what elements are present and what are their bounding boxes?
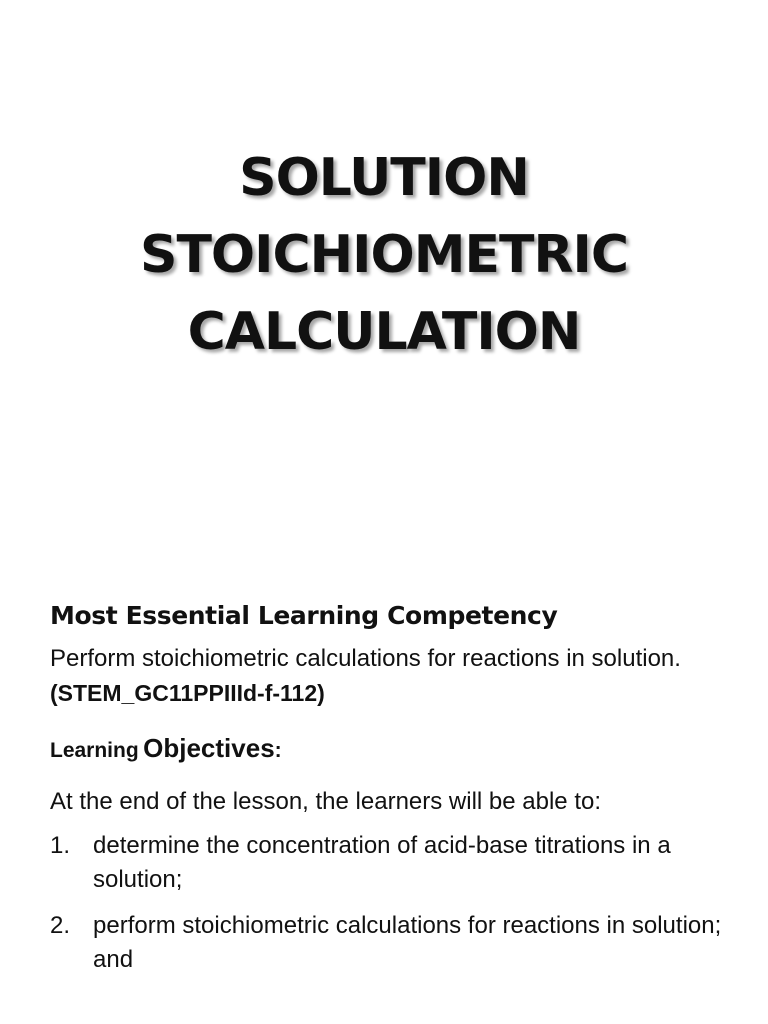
competency-heading: Most Essential Learning Competency bbox=[50, 601, 558, 630]
objectives-heading-large: Objectives bbox=[143, 733, 275, 763]
objectives-heading bbox=[50, 728, 738, 773]
objectives-heading-small: Learning bbox=[50, 739, 139, 762]
objective-item bbox=[50, 829, 738, 897]
content-section bbox=[50, 596, 738, 989]
objective-item bbox=[50, 909, 738, 977]
objective-text: determine the concentration of acid-base titrations in a solution; bbox=[93, 832, 671, 893]
title-line-3: CALCULATION bbox=[187, 302, 581, 362]
objective-number: 1. bbox=[50, 832, 71, 859]
title-line-2: STOICHIOMETRIC bbox=[140, 225, 628, 285]
objectives-intro: At the end of the lesson, the learners will be able to: bbox=[50, 788, 602, 815]
objective-text: perform stoichiometric calculations for reactions in solution; and bbox=[93, 912, 722, 973]
title-block bbox=[0, 140, 768, 371]
competency-code: (STEM_GC11PPIIId-f-112) bbox=[50, 680, 325, 706]
objective-list bbox=[50, 829, 738, 977]
objective-number: 2. bbox=[50, 912, 71, 939]
competency-text: Perform stoichiometric calculations for reactions in solution. bbox=[50, 645, 681, 672]
title-line-1: SOLUTION bbox=[239, 148, 529, 208]
objectives-heading-colon: : bbox=[274, 739, 282, 762]
